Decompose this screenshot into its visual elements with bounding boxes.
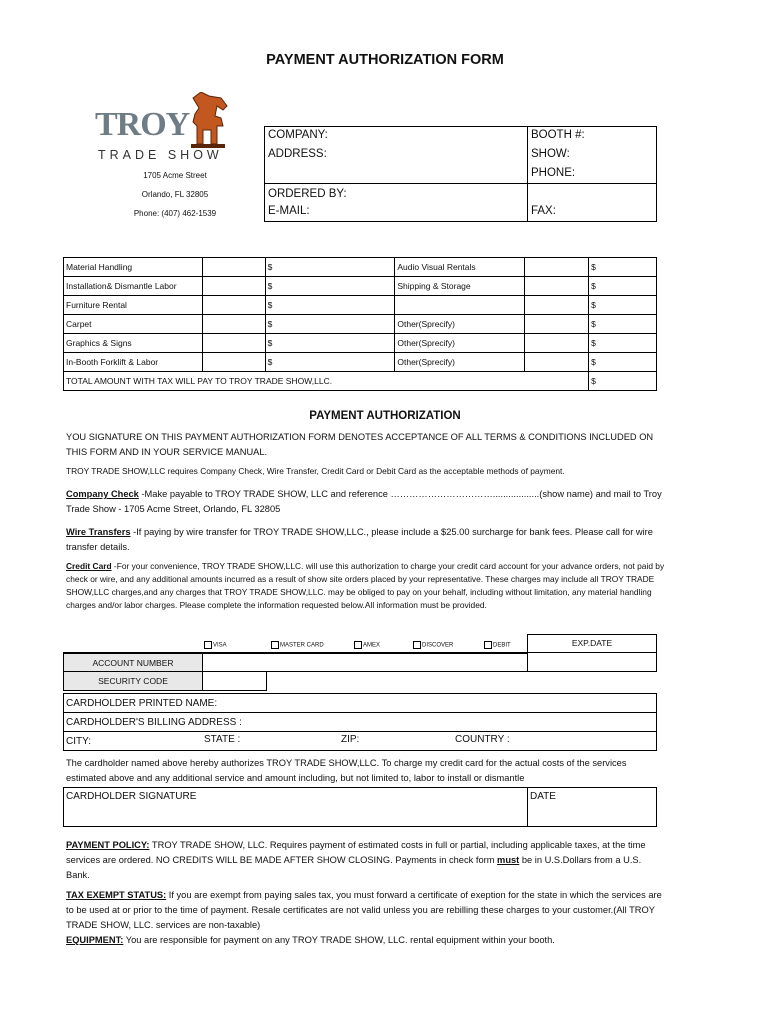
service-amount-input[interactable] (265, 353, 395, 372)
billing-address-field[interactable] (64, 713, 657, 732)
logo-word: TROY (95, 106, 190, 143)
service-label (395, 296, 525, 315)
state-label: STATE : (204, 734, 241, 745)
card-option-debit[interactable] (484, 641, 511, 649)
checkbox-icon (204, 641, 212, 649)
account-number-label: ACCOUNT NUMBER (63, 653, 203, 672)
company-check-paragraph (66, 487, 666, 517)
currency-label: $ (591, 338, 596, 348)
wire-transfer-text: -If paying by wire transfer for TROY TRADE SHOW,LLC., please include a $25.00 surcharge for bank fees. Please call for wire transfer details. (66, 527, 653, 552)
company-field[interactable]: COMPANY: (268, 129, 328, 141)
card-option-amex[interactable] (354, 641, 380, 649)
service-amount-input[interactable] (589, 334, 657, 353)
service-amount-input[interactable] (265, 277, 395, 296)
country-label: COUNTRY : (455, 734, 510, 745)
checkbox-icon (271, 641, 279, 649)
address-city: Orlando, FL 32805 (141, 190, 209, 199)
tax-exempt-text: If you are exempt from paying sales tax, you must forward a certificate of exeption for the state in which the services are to be used at or prior to the time of payment. Resale certificates are not valid unless you are rebilling these charges to your customer.(All TROY TRADE SHOW, LLC. services are non-taxable) (66, 890, 662, 930)
phone-field[interactable]: PHONE: (531, 167, 576, 179)
service-label: Shipping & Storage (395, 277, 525, 296)
security-code-input[interactable] (203, 672, 267, 691)
cardholder-table (63, 693, 657, 751)
service-amount-input[interactable] (265, 258, 395, 277)
card-option-label: DEBIT (493, 642, 511, 649)
consent-text: The cardholder named above hereby authorizes TROY TRADE SHOW,LLC. To charge my credit card for the actual costs of the services estimated above and any additional service and amount including, but not limited to, labor to install or dismantle (66, 758, 627, 783)
card-option-label: DISCOVER (422, 642, 454, 649)
service-qty-input[interactable] (202, 334, 265, 353)
service-label: Graphics & Signs (64, 334, 203, 353)
service-row (64, 296, 657, 315)
address-street: 1705 Acme Street (143, 171, 207, 180)
wire-transfer-label: Wire Transfers (66, 527, 131, 537)
service-qty-input[interactable] (525, 277, 589, 296)
credit-card-label: Credit Card (66, 561, 112, 571)
show-field[interactable]: SHOW: (531, 148, 570, 160)
payment-policy-text: TROY TRADE SHOW, LLC. Requires payment of estimated costs in full or partial, including applicable taxes, at the time services are ordered. NO CREDITS WILL BE MADE AFTER SHOW CLOSING. Payments in check form (66, 840, 646, 865)
payment-authorization-heading: PAYMENT AUTHORIZATION (309, 410, 461, 422)
city-state-zip-field[interactable] (64, 732, 657, 751)
tax-exempt-label: TAX EXEMPT STATUS: (66, 890, 167, 900)
currency-label: $ (591, 319, 596, 329)
zip-label: ZIP: (341, 734, 360, 745)
contact-info-box (264, 126, 657, 222)
currency-label: $ (591, 376, 596, 386)
exp-date-label: EXP.DATE (528, 635, 656, 653)
service-label: Other(Sprecify) (395, 334, 525, 353)
wire-transfer-paragraph (66, 525, 666, 555)
credit-card-paragraph (66, 560, 666, 612)
company-logo (95, 92, 235, 164)
checkbox-icon (484, 641, 492, 649)
account-number-input[interactable] (203, 653, 527, 672)
booth-field[interactable]: BOOTH #: (531, 129, 585, 141)
service-qty-input[interactable] (202, 353, 265, 372)
service-amount-input[interactable] (589, 353, 657, 372)
currency-label: $ (591, 262, 596, 272)
service-label: Installation& Dismantle Labor (64, 277, 203, 296)
card-option-label: MASTER CARD (280, 642, 324, 649)
service-amount-input[interactable] (265, 334, 395, 353)
security-code-label: SECURITY CODE (63, 672, 203, 691)
billing-address-label: CARDHOLDER'S BILLING ADDRESS : (66, 716, 242, 728)
service-qty-input[interactable] (202, 258, 265, 277)
service-row (64, 334, 657, 353)
exp-date-box[interactable] (527, 634, 657, 672)
service-amount-input[interactable] (589, 296, 657, 315)
checkbox-icon (354, 641, 362, 649)
payment-policy-paragraph (66, 838, 666, 883)
total-row (64, 372, 657, 391)
methods-text: TROY TRADE SHOW,LLC requires Company Check, Wire Transfer, Credit Card or Debit Card as the acceptable methods of payment. (66, 466, 565, 476)
intro-text: YOU SIGNATURE ON THIS PAYMENT AUTHORIZATION FORM DENOTES ACCEPTANCE OF ALL TERMS & CONDITIONS INCLUDED ON THIS FORM AND IN YOUR SERVICE MANUAL. (66, 432, 654, 457)
tax-exempt-paragraph (66, 888, 666, 933)
currency-label: $ (267, 319, 273, 329)
currency-label: $ (267, 262, 273, 272)
payment-policy-label: PAYMENT POLICY: (66, 840, 150, 850)
service-label: Furniture Rental (64, 296, 203, 315)
service-amount-input[interactable] (265, 315, 395, 334)
card-option-label: AMEX (363, 642, 381, 649)
currency-label: $ (591, 281, 596, 291)
service-qty-input[interactable] (525, 334, 589, 353)
service-row (64, 315, 657, 334)
address-field[interactable]: ADDRESS: (268, 148, 327, 160)
horse-icon (187, 92, 231, 150)
service-qty-input[interactable] (525, 315, 589, 334)
cardholder-name-label: CARDHOLDER PRINTED NAME: (66, 697, 218, 709)
services-table (63, 257, 657, 391)
date-label: DATE (530, 791, 556, 802)
total-amount-input[interactable] (589, 372, 657, 391)
service-qty-input[interactable] (525, 258, 589, 277)
card-option-mastercard[interactable] (271, 641, 324, 649)
company-check-label: Company Check (66, 489, 139, 499)
email-field[interactable]: E-MAIL: (268, 205, 310, 217)
logo-subtitle: TRADE SHOW (98, 148, 223, 162)
currency-label: $ (267, 357, 273, 367)
city-label: CITY: (66, 735, 92, 747)
service-amount-input[interactable] (589, 277, 657, 296)
equipment-paragraph (66, 933, 666, 948)
cardholder-name-field[interactable] (64, 694, 657, 713)
service-amount-input[interactable] (589, 315, 657, 334)
service-qty-input[interactable] (202, 315, 265, 334)
total-label: TOTAL AMOUNT WITH TAX WILL PAY TO TROY TRADE SHOW,LLC. (64, 372, 589, 391)
currency-label: $ (267, 281, 273, 291)
payment-policy-text-end: be in U.S.Dollars from a U.S. Bank. (66, 855, 642, 880)
service-qty-input[interactable] (202, 277, 265, 296)
form-title: PAYMENT AUTHORIZATION FORM (266, 52, 504, 68)
fax-field[interactable]: FAX: (531, 205, 556, 217)
company-check-text: -Make payable to TROY TRADE SHOW, LLC and reference ……………………………..................(show name) and mail to Troy Trade Show - 1705 Acme Street, Orlando, FL 32805 (66, 489, 662, 514)
service-row (64, 277, 657, 296)
currency-label: $ (591, 357, 596, 367)
card-option-visa[interactable] (204, 641, 227, 649)
service-label: Carpet (64, 315, 203, 334)
service-label: In-Booth Forklift & Labor (64, 353, 203, 372)
card-option-label: VISA (213, 642, 227, 649)
service-label: Audio Visual Rentals (395, 258, 525, 277)
checkbox-icon (413, 641, 421, 649)
service-qty-input[interactable] (525, 353, 589, 372)
payment-policy-must: must (497, 855, 520, 865)
equipment-text: You are responsible for payment on any TROY TRADE SHOW, LLC. rental equipment within your booth. (123, 935, 555, 945)
service-row (64, 353, 657, 372)
currency-label: $ (591, 300, 596, 310)
service-qty-input[interactable] (202, 296, 265, 315)
service-amount-input[interactable] (265, 296, 395, 315)
service-label: Other(Sprecify) (395, 353, 525, 372)
service-row (64, 258, 657, 277)
signature-box[interactable] (63, 787, 657, 827)
currency-label: $ (267, 338, 273, 348)
card-option-discover[interactable] (413, 641, 453, 649)
ordered-by-field[interactable]: ORDERED BY: (268, 188, 347, 200)
service-label: Other(Sprecify) (395, 315, 525, 334)
equipment-label: EQUIPMENT: (66, 935, 124, 945)
credit-card-text: -For your convenience, TROY TRADE SHOW,LLC. will use this authorization to charge your credit card account for your advance orders, not paid by check or wire, and any additional amounts incurred as a result of show site orders placed by your representative. These charges may include all TROY TRADE SHOW,LLC charges,and any charges that TROY TRADE SHOW,LLC. may be obliged to pay on your behalf, including without limitation, any material handling charges and/or labor charges. Please complete the information requested below.All information must be provided. (66, 561, 665, 610)
address-phone: Phone: (407) 462-1539 (133, 209, 217, 218)
service-label: Material Handling (64, 258, 203, 277)
currency-label: $ (267, 300, 273, 310)
service-amount-input[interactable] (589, 258, 657, 277)
service-qty-input[interactable] (525, 296, 589, 315)
signature-label: CARDHOLDER SIGNATURE (66, 791, 197, 802)
